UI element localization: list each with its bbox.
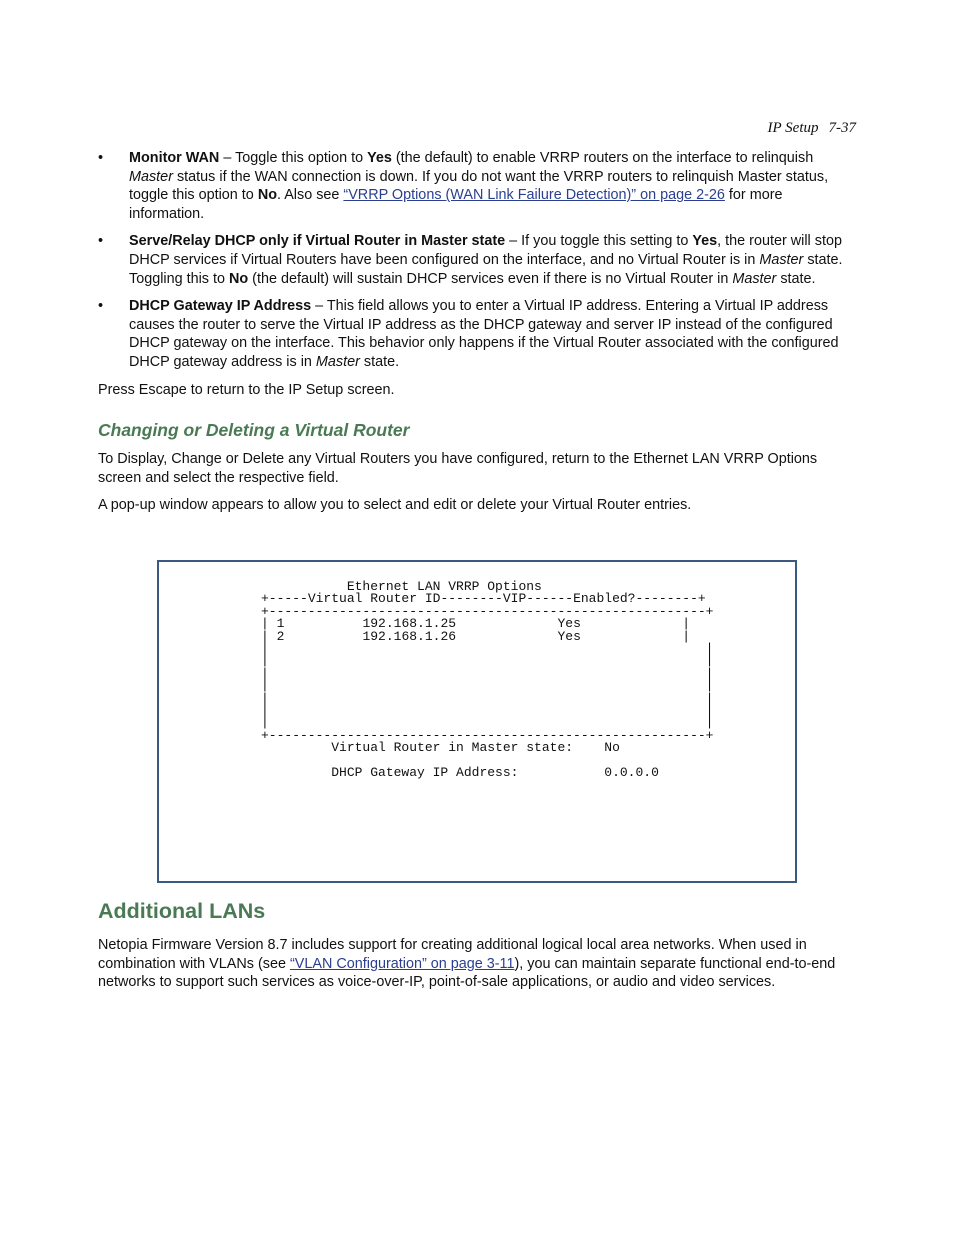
row-1-enabled[interactable]: Yes [557,616,581,632]
row-2-id[interactable]: 2 [276,628,285,644]
emph-master: Master [129,168,173,185]
dhcp-gateway-value[interactable]: 0.0.0.0 [604,765,659,781]
subsection-title [98,420,854,441]
emph-master: Master [315,353,360,370]
bullet-monitor-wan [98,149,854,223]
terminal-text: Ethernet LAN VRRP Options +-----Virtual Router ID--------VIP------Enabled?--------+ +--------------------------------------------------------+ | 1 192.168.1.25 Yes | | 2 192.168.1.26 Yes | | | | | | | | | | | | | | | +--------------------------------------------------------+ Virtual Router in Master state: No DHCP Gateway IP Address: 0.0.0.0 [261,579,714,781]
section-title: Additional LANs [98,899,266,923]
master-state-value[interactable]: No [604,740,620,756]
bullet-dhcp-gateway [98,297,854,371]
bullet-serve-relay-dhcp [98,232,854,288]
terminal-screen [157,560,797,883]
row-2-vip[interactable]: 192.168.1.26 [362,628,457,644]
page-header [768,120,856,137]
additional-lans-body [98,936,856,1001]
emph-master: Master [759,251,804,268]
bullet-text: state. Toggling this to [129,251,843,287]
master-state-label: Virtual Router in Master state: [331,740,574,756]
bullet-text: – Toggle this option to [219,150,368,166]
display-paragraph: To Display, Change or Delete any Virtual Routers you have configured, return to the Ethernet LAN VRRP Options screen and select the respective field. [98,451,818,486]
popup-paragraph: A pop-up window appears to allow you to select and edit or delete your Virtual Router entries. [98,497,692,514]
bullet-text: (the default) to enable VRRP routers on the interface to relinquish [391,150,814,166]
header-section: IP Setup [767,120,819,136]
additional-lans-paragraph [98,936,856,992]
bullet-dot: • [98,233,104,250]
row-1-id[interactable]: 1 [276,616,285,632]
header-page-number: 7-37 [828,120,856,136]
main-content [98,149,854,524]
escape-instruction: Press Escape to return to the IP Setup screen. [98,381,395,398]
bullet-text: – This field allows you to enter a Virtual IP address. Entering a Virtual IP address causes the router to serve the Virtual IP address as the DHCP gateway and server IP instead of the configured DHCP gateway on the interface. This behavior only happens if the Virtual Router associated with the configured DHCP gateway address is in [129,298,839,370]
row-1-vip[interactable]: 192.168.1.25 [362,616,457,632]
emph-no: No [257,187,277,204]
paragraph-text: Netopia Firmware Version 8.7 includes support for creating additional logical local area networks. When used in combination with VLANs (see [98,937,807,972]
emph-master: Master [732,270,777,287]
column-header-vip: VIP [502,591,527,607]
bullet-dot: • [98,298,104,315]
bullet-text: . Also see [277,187,344,204]
column-header-id: Virtual Router ID [307,591,441,607]
emph-yes: Yes [692,233,718,250]
bullet-text: status if the WAN connection is down. If you do not want the VRRP routers to relinquish Master status, toggle this option to [129,168,829,204]
emph-yes: Yes [367,150,392,166]
bullet-title: Monitor WAN [129,150,220,166]
bullet-text: state. [359,353,400,370]
bullet-title: Serve/Relay DHCP only if Virtual Router in Master state [129,233,506,250]
subsection-title-text: Changing or Deleting a Virtual Router [98,420,410,441]
bullet-dot: • [98,150,104,166]
bullet-text: state. [776,270,816,287]
bullet-text: (the default) will sustain DHCP services even if there is no Virtual Router in [248,270,733,287]
terminal-title: Ethernet LAN VRRP Options [346,579,542,594]
emph-no: No [229,270,249,287]
row-2-enabled[interactable]: Yes [557,628,581,644]
paragraph-text: ), you can maintain separate functional end-to-end networks to support such services as voice-over-IP, point-of-sale applications, or audio and video services. [98,955,836,991]
bullet-text: , the router will stop DHCP services if Virtual Routers have been configured on the interface, and no Virtual Router is in [129,233,842,268]
link-vrrp-options[interactable]: “VRRP Options (WAN Link Failure Detection)” on page 2-26 [343,187,725,204]
bullet-text: – If you toggle this setting to [505,233,693,250]
bullet-title: DHCP Gateway IP Address [129,298,312,315]
link-vlan-configuration[interactable]: “VLAN Configuration” on page 3-11 [289,955,515,972]
dhcp-gateway-label: DHCP Gateway IP Address: [331,765,519,781]
bullet-text: for more information. [129,187,783,222]
column-header-enabled: Enabled? [573,591,636,607]
